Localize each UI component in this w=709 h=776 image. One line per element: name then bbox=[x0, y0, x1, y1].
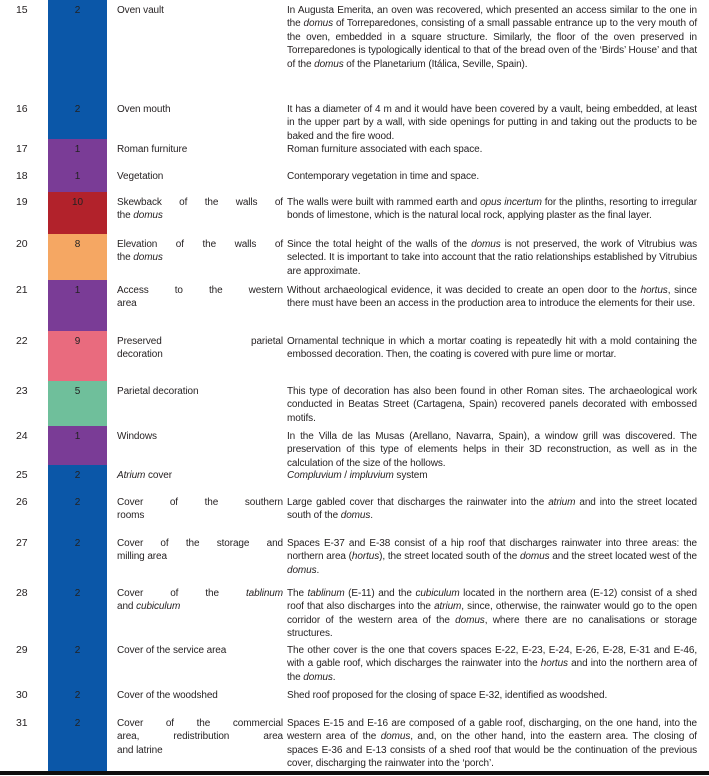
table-row bbox=[0, 492, 709, 533]
row-number: 21 bbox=[16, 284, 28, 296]
row-number: 24 bbox=[16, 430, 28, 442]
feature-label-line bbox=[117, 335, 283, 348]
latin-term: domus bbox=[133, 252, 163, 264]
feature-description bbox=[287, 713, 697, 771]
feature-label-line bbox=[117, 509, 283, 522]
text-run: / bbox=[341, 470, 350, 481]
feature-label-line bbox=[117, 251, 283, 264]
count-cell: 2 bbox=[48, 533, 107, 583]
text-run: The bbox=[287, 588, 308, 599]
row-number: 26 bbox=[16, 496, 28, 508]
table-row bbox=[0, 426, 709, 469]
text-run: (E-11) and the bbox=[344, 588, 416, 599]
feature-description bbox=[287, 583, 697, 640]
feature-description bbox=[287, 331, 697, 381]
table-row bbox=[0, 99, 709, 142]
text-run: This type of decoration has also been found in other Roman sites. The archaeological work conducted in Beatas Street (Cartagena, Spain) recovered panels decorated with embossed motifs. bbox=[287, 386, 697, 424]
text-run: , where there are no canalisations or storage structures. bbox=[287, 614, 697, 640]
count-cell: 2 bbox=[48, 640, 107, 685]
table-bottom-rule bbox=[0, 771, 709, 775]
feature-label-line bbox=[117, 103, 283, 116]
text-run: of the Planetarium (Itálica, Seville, Spain). bbox=[343, 58, 528, 70]
count-cell: 8 bbox=[48, 234, 107, 280]
feature-label bbox=[117, 331, 283, 381]
count-cell: 2 bbox=[48, 0, 107, 99]
feature-description bbox=[287, 166, 697, 192]
latin-term: cubiculum bbox=[136, 601, 181, 613]
text-run: Ornamental technique in which a mortar coating is repeatedly hit with a mold containing the embossed decoration. Then, the coating is covered with pure lime or mortar. bbox=[287, 336, 697, 361]
feature-label bbox=[117, 426, 283, 465]
latin-term: atrium bbox=[548, 497, 576, 508]
feature-description bbox=[287, 640, 697, 685]
latin-term: domus bbox=[303, 671, 333, 683]
table-row bbox=[0, 583, 709, 640]
text-run: Cover of the storage and bbox=[117, 538, 283, 549]
table-row bbox=[0, 331, 709, 381]
feature-label-line bbox=[117, 600, 283, 613]
text-run: The walls were built with rammed earth and bbox=[287, 197, 481, 208]
latin-term: hortus bbox=[351, 551, 380, 563]
count-cell: 10 bbox=[48, 192, 107, 234]
feature-label bbox=[117, 533, 283, 583]
text-run: Cover of the woodshed bbox=[117, 690, 218, 701]
count-cell: 2 bbox=[48, 99, 107, 139]
feature-label-line bbox=[117, 297, 283, 310]
row-number: 20 bbox=[16, 238, 28, 250]
feature-label bbox=[117, 0, 283, 99]
text-run: is not preserved, the work of Vitrubius was selected. It is important to take into account that the ratio relationships established by Vitrubius are approximate. bbox=[287, 239, 697, 277]
feature-label bbox=[117, 139, 283, 166]
feature-label-line bbox=[117, 469, 283, 482]
feature-description bbox=[287, 234, 697, 280]
text-run: . bbox=[332, 671, 336, 683]
latin-term: atrium bbox=[434, 601, 462, 613]
text-run: In Augusta Emerita, an oven was recovered, which presented an access similar to the one in the bbox=[287, 5, 697, 30]
table-row bbox=[0, 465, 709, 492]
row-number: 22 bbox=[16, 335, 28, 347]
count-cell: 1 bbox=[48, 139, 107, 166]
feature-label bbox=[117, 685, 283, 713]
feature-label bbox=[117, 492, 283, 533]
feature-label-line bbox=[117, 550, 283, 563]
row-number: 15 bbox=[16, 4, 28, 16]
text-run: Skewback of the walls of bbox=[117, 197, 283, 208]
feature-label bbox=[117, 99, 283, 139]
text-run: Parietal decoration bbox=[117, 386, 199, 397]
count-cell: 1 bbox=[48, 280, 107, 331]
feature-label bbox=[117, 583, 283, 640]
text-run: and the street located west of the bbox=[549, 551, 698, 563]
text-run: of Torreparedones, consisting of a small passable entrance up to the very mouth of the oven, embedded in a square structure. Similarly, the floor of the oven preserved in Torreparedones is typologically identical to that of the bread oven of the ‘Birds’ House’ and that of the bbox=[287, 18, 698, 70]
count-cell: 1 bbox=[48, 426, 107, 465]
latin-term: domus bbox=[519, 551, 550, 563]
feature-description bbox=[287, 99, 697, 142]
text-run: In the Villa de las Musas (Arellano, Navarra, Spain), a window grill was discovered. The preservation of this type of elements helps in their 3D reconstruction, as well as in the calculation of the size of the hollows. bbox=[287, 431, 697, 469]
row-number: 30 bbox=[16, 689, 28, 701]
feature-label bbox=[117, 381, 283, 426]
feature-label-line bbox=[117, 537, 283, 550]
feature-label-line bbox=[117, 587, 283, 600]
table-row bbox=[0, 381, 709, 426]
text-run: rooms bbox=[117, 510, 145, 522]
text-run: Vegetation bbox=[117, 171, 164, 182]
feature-label-line bbox=[117, 730, 283, 743]
feature-description bbox=[287, 492, 697, 533]
text-run: Preserved parietal bbox=[117, 336, 283, 347]
row-number: 17 bbox=[16, 143, 28, 155]
latin-term: domus bbox=[287, 564, 317, 576]
count-cell: 2 bbox=[48, 685, 107, 713]
feature-label bbox=[117, 166, 283, 192]
feature-label-line bbox=[117, 496, 283, 509]
feature-label bbox=[117, 713, 283, 771]
table-row bbox=[0, 640, 709, 685]
text-run: system bbox=[393, 470, 428, 481]
count-cell: 2 bbox=[48, 465, 107, 492]
feature-description bbox=[287, 0, 697, 99]
table-row bbox=[0, 713, 709, 771]
text-run: milling area bbox=[117, 551, 167, 563]
feature-label bbox=[117, 640, 283, 685]
latin-term: domus bbox=[303, 18, 334, 30]
text-run: area, redistribution area bbox=[117, 731, 283, 743]
feature-description bbox=[287, 192, 697, 234]
row-number: 16 bbox=[16, 103, 28, 115]
table-row bbox=[0, 0, 709, 99]
text-run: located in the northern area (E-12) consist of a shed roof that also discharges into the bbox=[287, 588, 697, 613]
feature-label-line bbox=[117, 717, 283, 730]
feature-label-line bbox=[117, 284, 283, 297]
text-run: Access to the western bbox=[117, 285, 283, 296]
latin-term: domus bbox=[380, 731, 411, 743]
feature-description bbox=[287, 139, 697, 166]
text-run: Cover of the service area bbox=[117, 645, 227, 656]
text-run: for the plinths, resorting to irregular bonds of limestone, which is the natural local rock, applying plaster as the final layer. bbox=[287, 197, 697, 222]
table-row bbox=[0, 533, 709, 583]
latin-term: hortus bbox=[640, 285, 668, 296]
table-row bbox=[0, 166, 709, 192]
feature-label bbox=[117, 234, 283, 280]
latin-term: domus bbox=[314, 58, 344, 70]
row-number: 18 bbox=[16, 170, 28, 182]
count-cell: 2 bbox=[48, 713, 107, 771]
feature-label-line bbox=[117, 170, 283, 183]
latin-term: domus bbox=[340, 510, 371, 522]
feature-label-line bbox=[117, 744, 283, 757]
row-number: 31 bbox=[16, 717, 28, 729]
feature-label-line bbox=[117, 4, 283, 17]
latin-term: Atrium bbox=[117, 470, 146, 481]
feature-label-line bbox=[117, 430, 283, 443]
text-run: . bbox=[316, 564, 320, 576]
text-run: , since, otherwise, the rainwater would go to the open corridor of the western area of the bbox=[287, 601, 698, 626]
latin-term: domus bbox=[133, 210, 163, 222]
text-run: the bbox=[117, 210, 134, 222]
count-cell: 5 bbox=[48, 381, 107, 426]
text-run: decoration bbox=[117, 349, 163, 361]
table-row bbox=[0, 280, 709, 331]
latin-term: hortus bbox=[540, 658, 568, 670]
text-run: the bbox=[117, 252, 134, 264]
count-cell: 2 bbox=[48, 492, 107, 533]
text-run: cover bbox=[145, 470, 172, 481]
latin-term: opus incertum bbox=[480, 197, 542, 208]
feature-description bbox=[287, 533, 697, 583]
row-number: 27 bbox=[16, 537, 28, 549]
text-run: Oven mouth bbox=[117, 104, 171, 115]
row-number: 25 bbox=[16, 469, 28, 481]
text-run: Shed roof proposed for the closing of space E-32, identified as woodshed. bbox=[287, 690, 608, 701]
text-run: Cover of the commercial bbox=[117, 718, 283, 729]
row-number: 29 bbox=[16, 644, 28, 656]
text-run: Roman furniture bbox=[117, 144, 188, 155]
table-row bbox=[0, 685, 709, 713]
row-number: 23 bbox=[16, 385, 28, 397]
feature-label-line bbox=[117, 689, 283, 702]
text-run: Spaces E-15 and E-16 are composed of a gable roof, discharging, on the one hand, into the western area of the bbox=[287, 718, 697, 743]
text-run: It has a diameter of 4 m and it would have been covered by a vault, being embedded, at least in the upper part by a wall, with side openings for putting in and taking out the products to be baked and the fire wood. bbox=[287, 104, 697, 142]
feature-label-line bbox=[117, 209, 283, 222]
row-number: 28 bbox=[16, 587, 28, 599]
table-row bbox=[0, 234, 709, 280]
table-row bbox=[0, 139, 709, 166]
table-row bbox=[0, 192, 709, 234]
feature-label bbox=[117, 465, 283, 492]
count-cell: 1 bbox=[48, 166, 107, 192]
text-run: Oven vault bbox=[117, 5, 164, 16]
text-run: Spaces E-37 and E-38 consist of a hip roof that discharges rainwater into three areas: the northern area ( bbox=[287, 538, 697, 563]
text-run: area bbox=[117, 298, 137, 310]
latin-term: tablinum bbox=[307, 588, 345, 599]
text-run: Without archaeological evidence, it was decided to create an open door to the bbox=[287, 285, 641, 296]
feature-description bbox=[287, 280, 697, 331]
feature-label bbox=[117, 192, 283, 234]
text-run: Windows bbox=[117, 431, 157, 442]
text-run: and latrine bbox=[117, 744, 163, 756]
text-run: Roman furniture associated with each space. bbox=[287, 144, 483, 155]
text-run: Elevation of the walls of bbox=[117, 239, 283, 250]
feature-label-line bbox=[117, 238, 283, 251]
text-run: Cover of the southern bbox=[117, 497, 283, 508]
text-run: Cover of the bbox=[117, 588, 246, 599]
text-run: Large gabled cover that discharges the rainwater into the bbox=[287, 497, 549, 508]
text-run: Contemporary vegetation in time and space. bbox=[287, 171, 480, 182]
feature-description bbox=[287, 465, 697, 492]
text-run: The other cover is the one that covers spaces E-22, E-23, E-24, E-26, E-28, E-31 and E-46, with a gable roof, which discharges the rainwater into the bbox=[287, 645, 697, 670]
latin-term: domus bbox=[471, 239, 501, 250]
latin-term: tablinum bbox=[246, 588, 283, 599]
latin-term: cubiculum bbox=[415, 588, 460, 599]
text-run: , since there must have been an access in the production area to introduce the elements for their use. bbox=[287, 285, 697, 310]
text-run: and into the northern area of the bbox=[287, 658, 697, 683]
latin-term: domus bbox=[455, 614, 485, 626]
row-number: 19 bbox=[16, 196, 28, 208]
feature-label-line bbox=[117, 385, 283, 398]
latin-term: impluvium bbox=[349, 470, 394, 481]
text-run: Since the total height of the walls of the bbox=[287, 239, 472, 250]
feature-label-line bbox=[117, 348, 283, 361]
latin-term: Compluvium bbox=[287, 470, 342, 481]
text-run: ), the street located south of the bbox=[379, 551, 520, 563]
feature-label-line bbox=[117, 196, 283, 209]
count-cell: 9 bbox=[48, 331, 107, 381]
feature-description bbox=[287, 381, 697, 426]
text-run: . bbox=[370, 510, 373, 522]
feature-description bbox=[287, 426, 697, 469]
text-run: and into the street located south of the bbox=[287, 497, 697, 522]
feature-label-line bbox=[117, 644, 283, 657]
count-cell: 2 bbox=[48, 583, 107, 640]
feature-description bbox=[287, 685, 697, 713]
feature-label-line bbox=[117, 143, 283, 156]
text-run: and bbox=[117, 601, 137, 613]
feature-label bbox=[117, 280, 283, 331]
text-run: , and, on the other hand, into the eastern area. The closing of spaces E-36 and E-13 consists of a shed roof that would be the continuation of the previous cover, discharging the rainwater into the ‘porch’. bbox=[287, 731, 697, 770]
